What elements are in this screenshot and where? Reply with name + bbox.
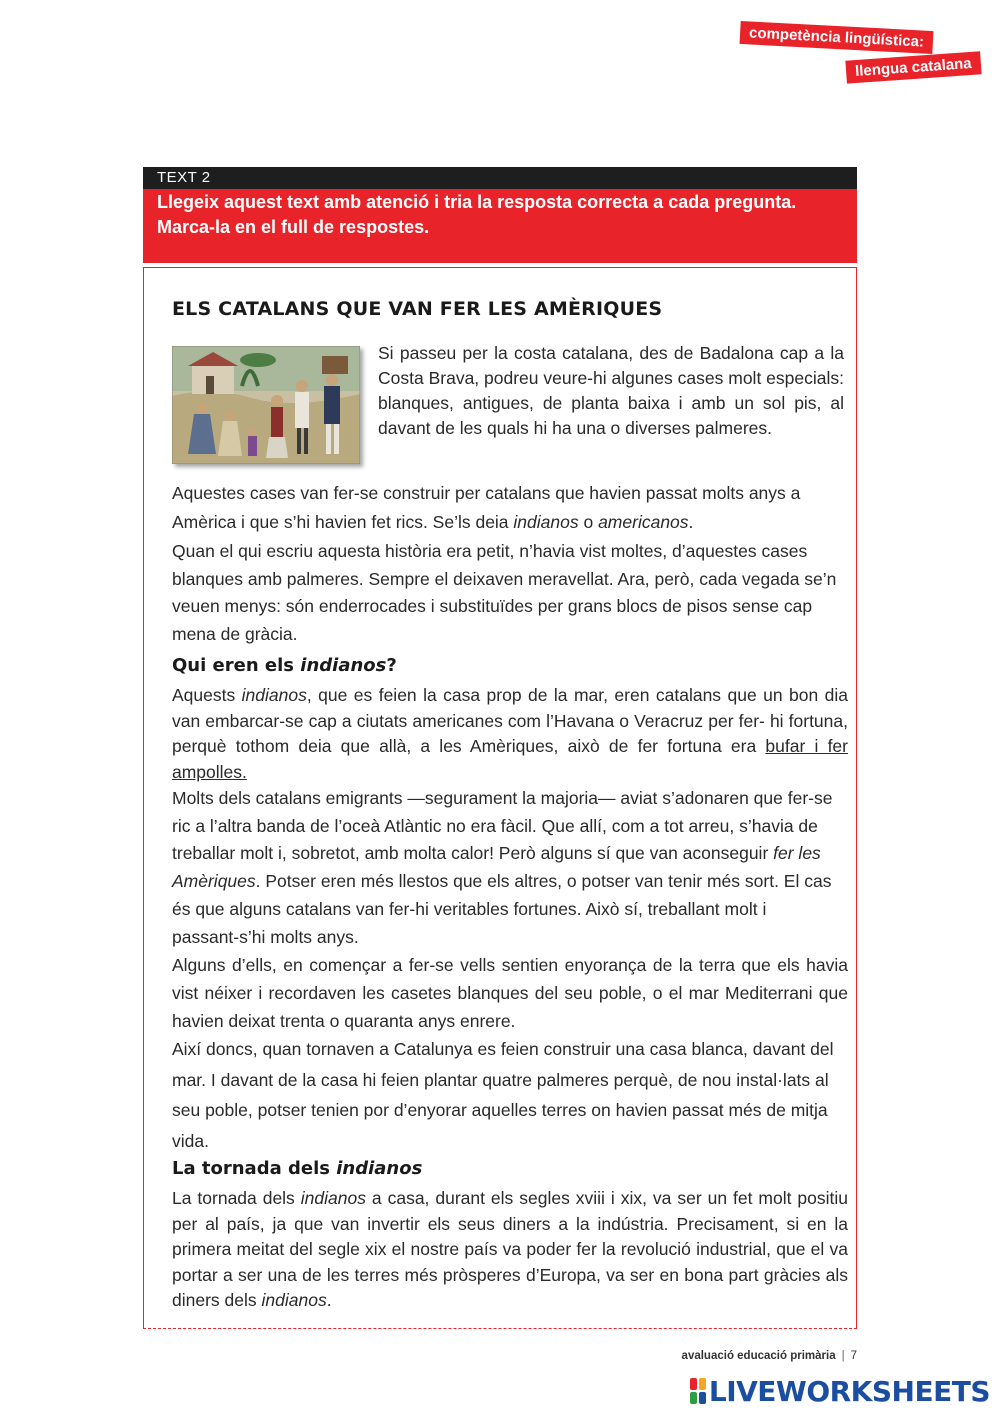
page-footer: avaluació educació primària | 7 (681, 1350, 857, 1362)
section-label: TEXT 2 (143, 167, 857, 189)
idiom-underlined: bufar i fer ampolles. (172, 736, 848, 782)
paragraph-writer: Quan el qui escriu aquesta història era petit, n’havia vist moltes, d’aquestes cases blanques amb palmeres. Sempre el deixaven meravellat. Ara, però, cada vegada se’n veuen menys: són enderrocades i substituïdes per grans blocs de pisos sense cap mena de gràcia. (172, 541, 837, 644)
heading-return: La tornada dels indianos (172, 1158, 423, 1179)
logo-text: LIVEWORKSHEETS (708, 1374, 990, 1408)
page-number: 7 (850, 1350, 857, 1362)
paragraph-emigrants: Molts dels catalans emigrants —segurament la majoria— aviat s’adonaren que fer-se ric a l’altra banda de l’oceà Atlàntic no era fàcil. Que allí, com a tot arreu, s’havia de treballar molt i, sobretot, amb molta calor! Però alguns sí que van aconseguir fer les Amèriques. Potser eren més llestos que els altres, o potser van tenir més sort. El cas és que alguns catalans van fer-hi veritables fortunes. Això sí, treballant molt i passant-s’hi molts anys. (172, 788, 833, 947)
paragraph-cases: Aquestes cases van fer-se construir per catalans que havien passat molts anys a Amèrica i que s’hi havien fet rics. Se’ls deia indianos o americanos. (172, 483, 801, 532)
language-tag: llengua catalana (845, 51, 981, 83)
paragraph-industry: La tornada dels indianos a casa, durant els segles xviii i xix, va ser un fet molt positiu per al país, ja que van invertir els seus diners a la indústria. Precisament, si en la primera meitat del segle xix el nostre país va poder fer la revolució industrial, que el va portar a ser una de les terres més pròsperes d’Europa, va ser en bona part gràcies als diners dels indianos. (172, 1188, 848, 1310)
instructions-banner (143, 189, 857, 263)
logo-mark-icon (690, 1378, 706, 1404)
heading-who-were: Qui eren els indianos? (172, 655, 397, 676)
instructions-text: Llegeix aquest text amb atenció i tria la resposta correcta a cada pregunta. Marca-la en el full de respostes. (157, 192, 797, 237)
paragraph-nostalgia: Alguns d’ells, en començar a fer-se vells sentien enyorança de la terra que els havia vist néixer i recordaven les casetes blanques del seu poble, o el mar Mediterrani que havien deixat trenta o quaranta anys enrere. (172, 955, 848, 1031)
emigrants-illustration (172, 346, 360, 464)
liveworksheets-logo[interactable] (690, 1374, 990, 1408)
footer-label: avaluació educació primària (681, 1350, 836, 1362)
lead-paragraph: Si passeu per la costa catalana, des de Badalona cap a la Costa Brava, podreu veure-hi algunes cases molt especials: blanques, antigues, de planta baixa i amb un sol pis, al davant de les quals hi ha una o diverses palmeres. (378, 343, 844, 438)
paragraph-return-home: Així doncs, quan tornaven a Catalunya es feien construir una casa blanca, davant del mar. I davant de la casa hi feien plantar quatre palmeres perquè, de nou instal·lats al seu poble, potser tenien por d’enyorar aquelles terres on havien passat més de mitja vida. (172, 1039, 834, 1151)
article-title: ELS CATALANS QUE VAN FER LES AMÈRIQUES (172, 298, 663, 320)
paragraph-indianos: Aquests indianos, que es feien la casa prop de la mar, eren catalans que un bon dia van embarcar-se cap a ciutats americanes com l’Havana o Veracruz per fer- hi fortuna, perquè tothom deia que allà, a les Amèriques, això de fer fortuna era bufar i fer ampolles. (172, 685, 848, 782)
competence-tag: competència lingüística: (740, 21, 934, 54)
